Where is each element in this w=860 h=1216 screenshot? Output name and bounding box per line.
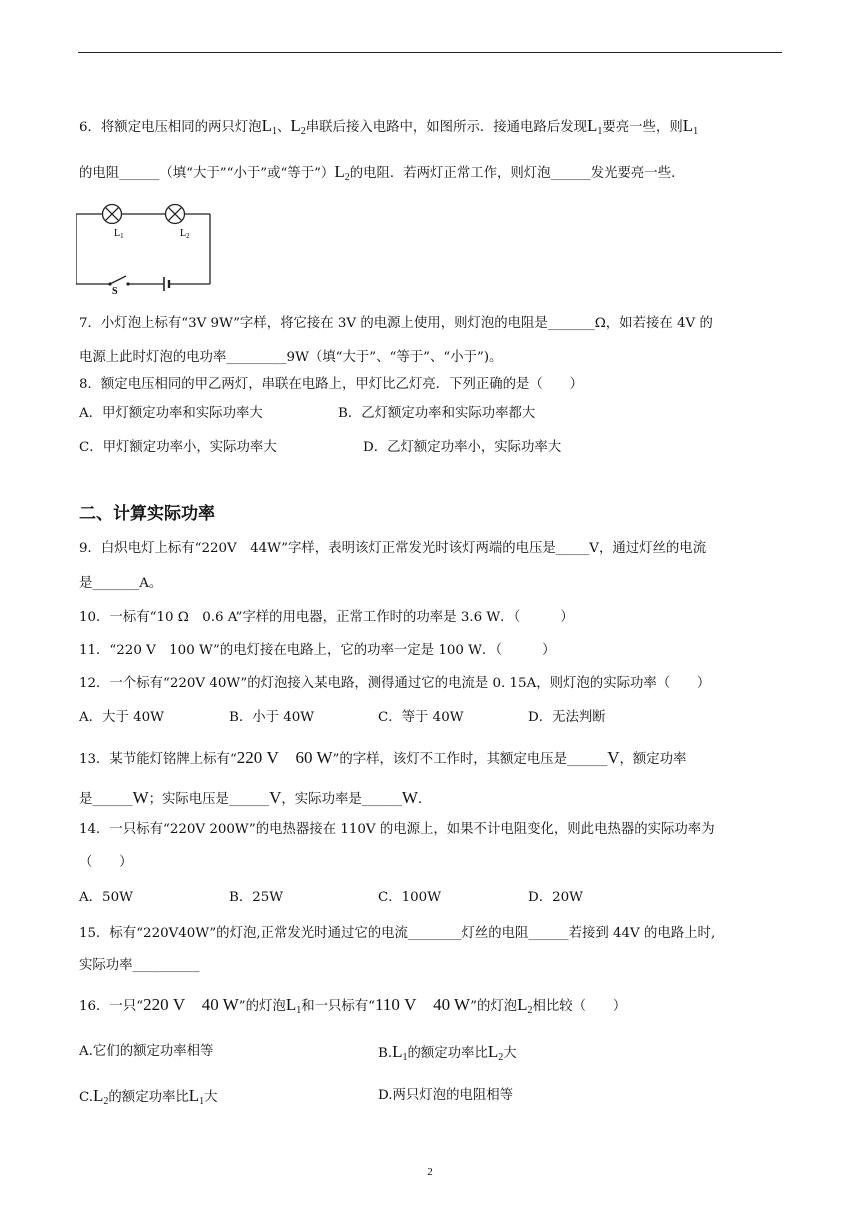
switch-label: S (112, 286, 118, 294)
rating-label: 220 V 60 W (236, 748, 333, 767)
symbol-l1: $L_1$ (285, 995, 302, 1016)
rating-label: 220 V 40 W (143, 995, 239, 1014)
q9-line2: 是_______A。 (79, 576, 163, 591)
q14-option-a: A．50W (79, 890, 133, 905)
q11-text: 11．“220 V 100 W”的电灯接在电路上，它的功率一定是 100 W．（ ） (79, 643, 556, 658)
lamp1-label: $L_1$ (114, 228, 124, 240)
q14-line2: （ ） (79, 855, 133, 870)
section-heading: 二、计算实际功率 (79, 504, 215, 524)
q12-option-d: D．无法判断 (528, 710, 606, 725)
q8-stem: 8．额定电压相同的甲乙两灯，串联在电路上，甲灯比乙灯亮．下列正确的是（ ） (79, 377, 583, 392)
symbol-l2: $L_2$ (517, 995, 533, 1016)
symbol-l1: $L_1$ (261, 116, 277, 137)
switch-blade (110, 276, 126, 284)
q8-option-d: D．乙灯额定功率小，实际功率大 (363, 440, 562, 455)
lamp2-label: $L_2$ (180, 228, 190, 240)
q16-option-a: A.它们的额定功率相等 (79, 1044, 214, 1059)
q14-option-c: C．100W (378, 890, 441, 905)
q6-line1: 6．将额定电压相同的两只灯泡$L_1$、$L_2$串联后接入电路中，如图所示．接通电路后发现$L_1$要亮一些，则$L_1$ (79, 116, 699, 137)
q14-line1: 14．一只标有“220V 200W”的电热器接在 110V 的电源上，如果不计电阻变化，则此电热器的实际功率为 (79, 822, 715, 837)
header-rule (78, 52, 782, 53)
q12-option-a: A．大于 40W (79, 710, 164, 725)
q6-line2: 的电阻______（填“大于”“小于”或“等于$”)L_2$的电阻．若两灯正常工作，则灯泡______发光要亮一些． (79, 162, 685, 183)
circuit-diagram (76, 198, 216, 294)
q16-option-b: $B.L_1$的额定功率比$L_2$大 (378, 1042, 517, 1063)
switch-contact (126, 282, 129, 285)
q15-line1: 15．标有“220V40W”的灯泡,正常发光时通过它的电流________灯丝的电阻______若接到 44V 的电路上时, (79, 926, 716, 941)
q16-stem: 16．一只“220 V 40 W”的灯泡$L_1$和一只标有“110 V 40 W”的灯泡$L_2$相比较（ ） (79, 995, 627, 1016)
q13-line2: 是______W；实际电压是______V，实际功率是______W． (79, 788, 432, 807)
q8-option-a: A．甲灯额定功率和实际功率大 (79, 406, 263, 421)
page-number: 2 (427, 1166, 433, 1178)
q14-option-d: D．20W (528, 890, 583, 905)
q8-option-c: C．甲灯额定功率小，实际功率大 (79, 440, 277, 455)
q7-line1: 7．小灯泡上标有“3V 9W”字样，将它接在 3V 的电源上使用，则灯泡的电阻是_______Ω，如若接在 4V 的 (79, 316, 713, 331)
rating-label: 110 V 40 W (375, 995, 471, 1014)
q9-line1: 9．白炽电灯上标有“220V 44W”字样，表明该灯正常发光时该灯两端的电压是_____V，通过灯丝的电流 (79, 541, 707, 556)
q16-option-d: D.两只灯泡的电阻相等 (378, 1088, 514, 1103)
symbol-l1: $L_1$ (586, 116, 603, 137)
q12-option-c: C．等于 40W (378, 710, 464, 725)
q14-option-b: B．25W (229, 890, 284, 905)
q16-option-c: $C.L_2$的额定功率比$L_1$大 (79, 1086, 218, 1107)
q8-option-b: B．乙灯额定功率和实际功率都大 (338, 406, 536, 421)
q15-line2: 实际功率__________ (79, 958, 200, 973)
symbol-l2: $L_2$ (334, 162, 350, 183)
q12-stem: 12．一个标有“220V 40W”的灯泡接入某电路，测得通过它的电流是 0. 15A，则灯泡的实际功率（ ） (79, 676, 711, 691)
q7-line2: 电源上此时灯泡的电功率_________9W（填“大于”、“等于”、“小于”)。 (79, 350, 503, 365)
q13-line1: 13．某节能灯铭牌上标有“220 V 60 W”的字样，该灯不工作时，其额定电压是______V，额定功率 (79, 748, 687, 767)
symbol-l1: $L_1$ (682, 116, 699, 137)
q12-option-b: B．小于 40W (229, 710, 315, 725)
q10-text: 10．一标有“10 Ω 0.6 A”字样的用电器，正常工作时的功率是 3.6 W．（ ） (79, 610, 574, 625)
symbol-l2: $L_2$ (290, 116, 306, 137)
